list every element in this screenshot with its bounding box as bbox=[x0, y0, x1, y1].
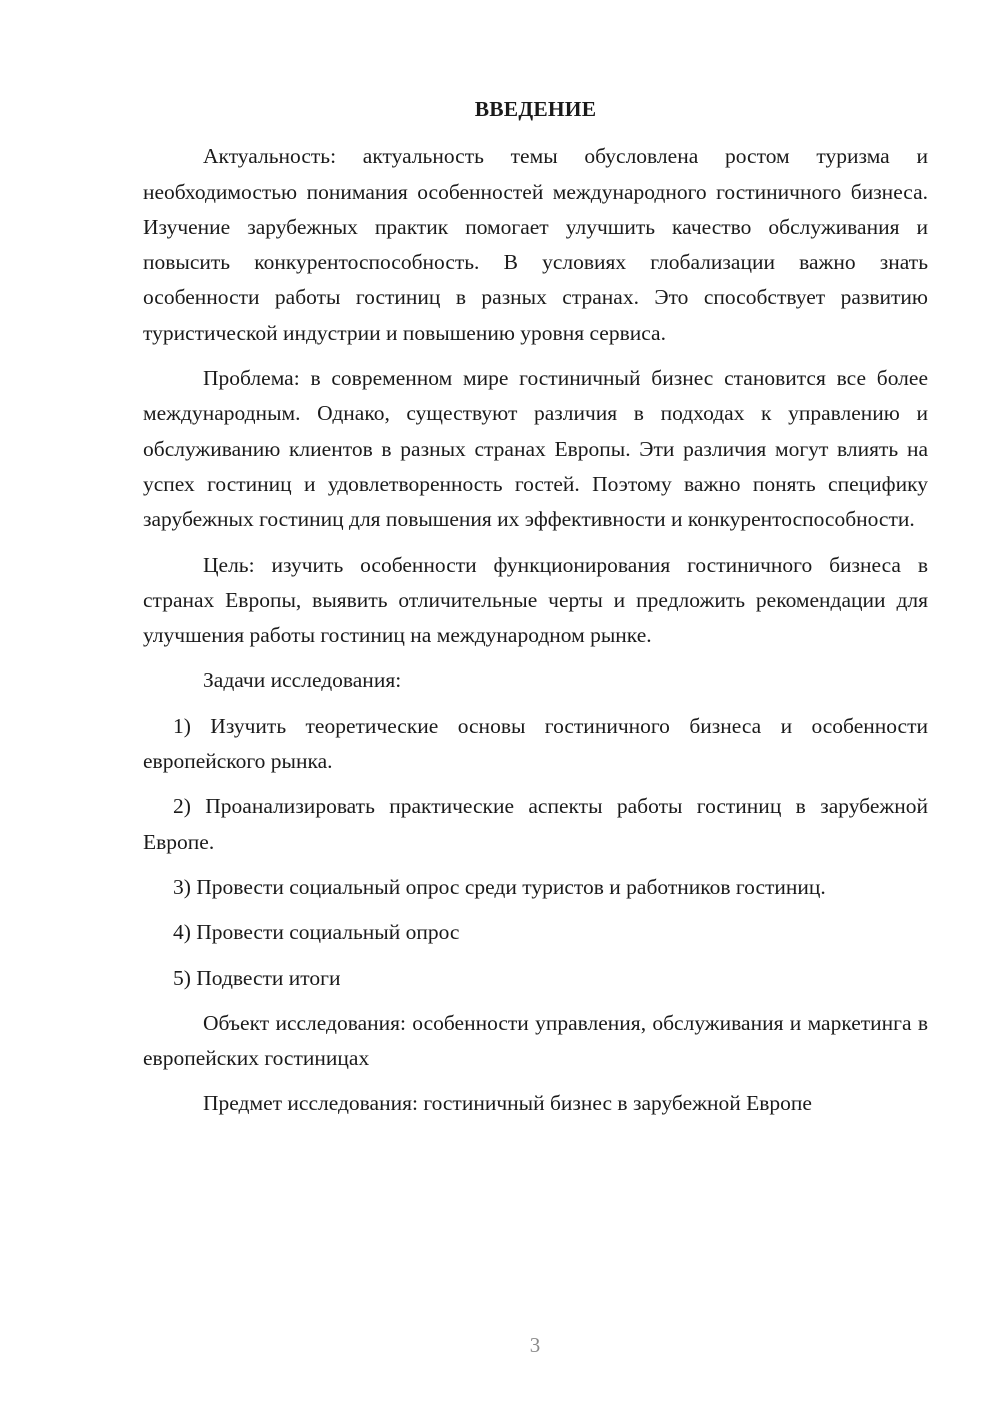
document-body bbox=[143, 92, 928, 1132]
paragraph-relevance: Актуальность: актуальность темы обусловлена ростом туризма и необходимостью понимания особенностей международного гостиничного бизнеса. Изучение зарубежных практик помогает улучшить качество обслуживания и повысить конкурентоспособность. В условиях глобализации важно знать особенности работы гостиниц в разных странах. Это способствует развитию туристической индустрии и повышению уровня сервиса. bbox=[143, 144, 928, 345]
paragraph-object: Объект исследования: особенности управления, обслуживания и маркетинга в европейских гостиницах bbox=[143, 1010, 928, 1071]
task-item-4: 4) Провести социальный опрос bbox=[173, 920, 460, 945]
paragraph-subject: Предмет исследования: гостиничный бизнес в зарубежной Европе bbox=[203, 1091, 812, 1116]
task-item-3: 3) Провести социальный опрос среди туристов и работников гостиниц. bbox=[173, 874, 826, 899]
page-number: 3 bbox=[529, 1333, 541, 1357]
paragraph-tasks-heading: Задачи исследования: bbox=[203, 668, 402, 693]
document-title: ВВЕДЕНИЕ bbox=[474, 97, 597, 121]
task-item-2: 2) Проанализировать практические аспекты работы гостиниц в зарубежной Европе. bbox=[143, 794, 928, 854]
paragraph-goal: Цель: изучить особенности функционирования гостиничного бизнеса в странах Европы, выявить отличительные черты и предложить рекомендации для улучшения работы гостиниц на международном рынке. bbox=[143, 552, 928, 648]
task-item-1: 1) Изучить теоретические основы гостиничного бизнеса и особенности европейского рынка. bbox=[143, 713, 928, 774]
task-item-5: 5) Подвести итоги bbox=[173, 965, 341, 990]
paragraph-problem: Проблема: в современном мире гостиничный бизнес становится все более международным. Однако, существуют различия в подходах к управлению и обслуживанию клиентов в разных странах Европы. Эти различия могут влиять на успех гостиниц и удовлетворенность гостей. Поэтому важно понять специфику зарубежных гостиниц для повышения их эффективности и конкурентоспособности. bbox=[143, 366, 928, 532]
